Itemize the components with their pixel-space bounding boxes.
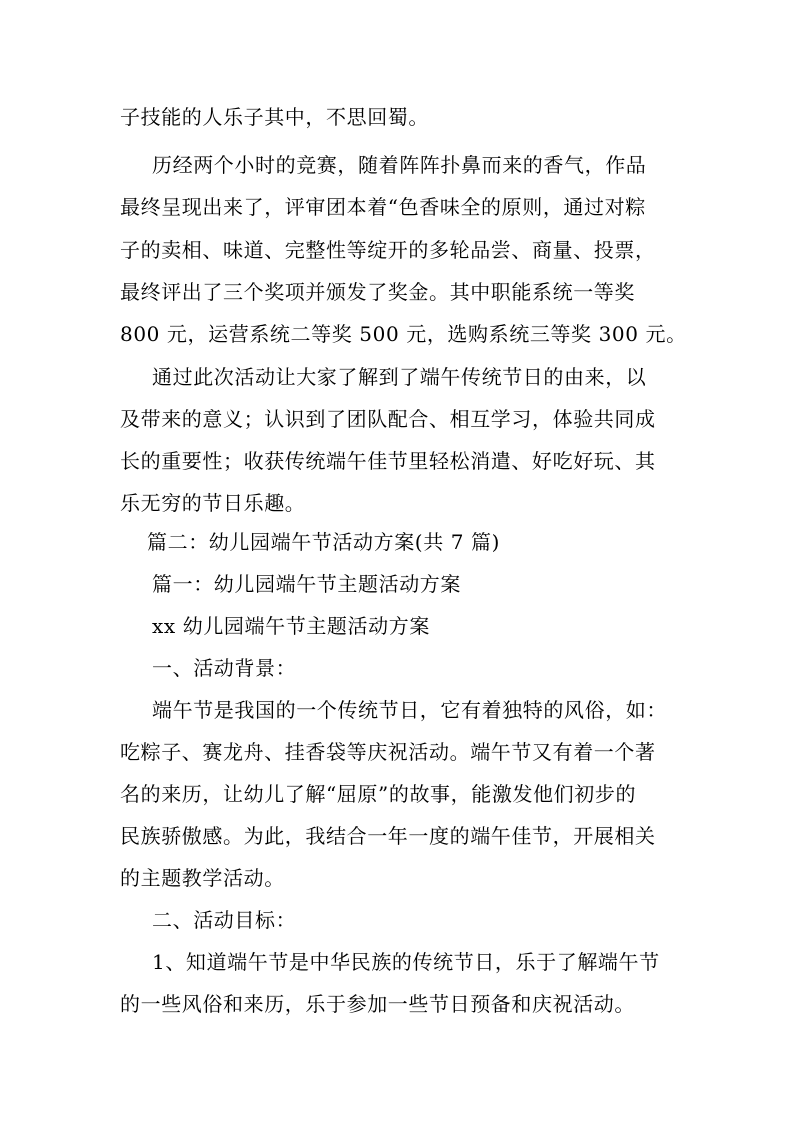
- text-line: 乐无穷的节日乐趣。: [120, 491, 306, 515]
- text-line: 的一些风俗和来历，乐于参加一些节日预备和庆祝活动。: [120, 992, 635, 1016]
- paragraph-start-line: 通过此次活动让大家了解到了端午传统节日的由来，以: [152, 365, 647, 389]
- text-line: 子技能的人乐子其中，不思回蜀。: [120, 105, 429, 129]
- paragraph-start-line: 1、知道端午节是中华民族的传统节日，乐于了解端午节: [152, 950, 660, 974]
- section-title: 二、活动目标：: [152, 908, 297, 932]
- paragraph-start-line: 端午节是我国的一个传统节日，它有着独特的风俗，如：: [152, 698, 667, 722]
- text-line: 最终评出了三个奖项并颁发了奖金。其中职能系统一等奖: [120, 280, 635, 304]
- sub-heading: xx 幼儿园端午节主题活动方案: [152, 614, 430, 638]
- text-line: 名的来历，让幼儿了解“屈原”的故事，能激发他们初步的: [120, 782, 637, 806]
- text-line: 子的卖相、味道、完整性等绽开的多轮品尝、商量、投票，: [120, 238, 656, 262]
- sub-heading: 篇一：幼儿园端午节主题活动方案: [152, 572, 461, 596]
- text-line: 长的重要性；收获传统端午佳节里轻松消遣、好吃好玩、其: [120, 449, 656, 473]
- section-title: 一、活动背景：: [152, 656, 297, 680]
- text-line: 及带来的意义；认识到了团队配合、相互学习，体验共同成: [120, 407, 656, 431]
- text-line: 吃粽子、赛龙舟、挂香袋等庆祝活动。端午节又有着一个著: [120, 740, 656, 764]
- text-line: 的主题教学活动。: [120, 866, 285, 890]
- section-heading: 篇二：幼儿园端午节活动方案(共 7 篇): [147, 530, 501, 554]
- paragraph-start-line: 历经两个小时的竞赛，随着阵阵扑鼻而来的香气，作品: [152, 153, 647, 177]
- text-line: 800 元，运营系统二等奖 500 元，选购系统三等奖 300 元。: [120, 322, 687, 346]
- text-line: 最终呈现出来了，评审团本着“色香味全的原则，通过对粽: [120, 195, 646, 219]
- text-line: 民族骄傲感。为此，我结合一年一度的端午佳节，开展相关: [120, 824, 656, 848]
